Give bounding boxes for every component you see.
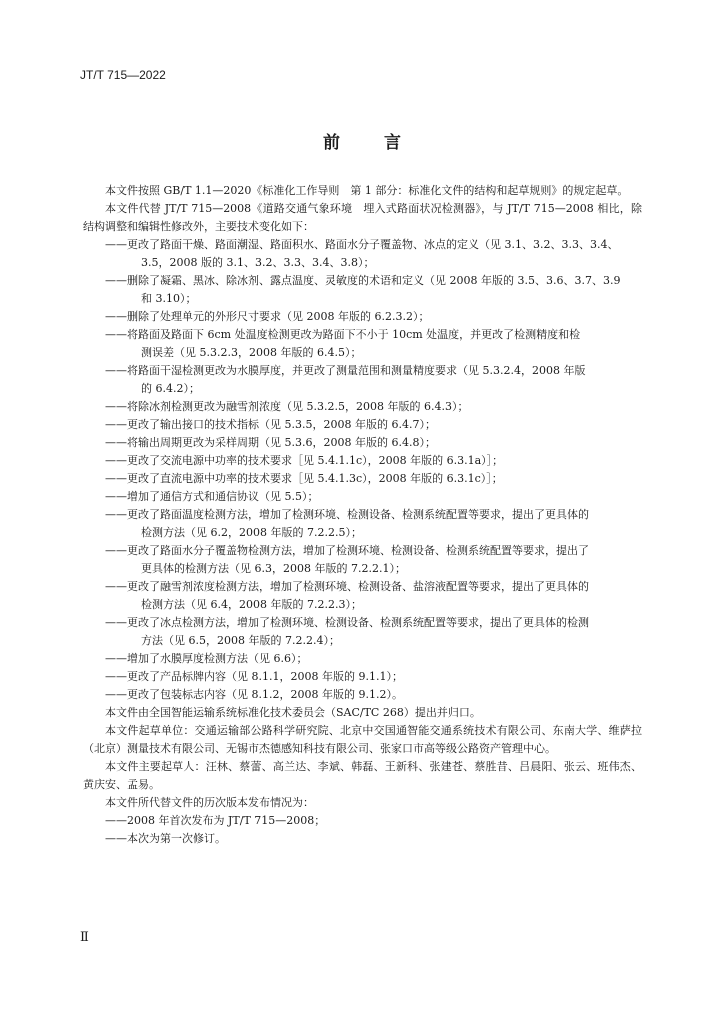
change-item — [83, 416, 642, 434]
change-item — [83, 272, 642, 308]
change-item-text: ——更改了路面温度检测方法，增加了检测环境、检测设备、检测系统配置等要求，提出了更具体的 — [105, 508, 589, 521]
document-code: JT/T 715—2022 — [80, 68, 166, 82]
change-item-text: ——更改了融雪剂浓度检测方法，增加了检测环境、检测设备、盐溶液配置等要求，提出了更具体的 — [105, 580, 589, 593]
change-item — [83, 236, 642, 272]
change-item-text: ——更改了冰点检测方法，增加了检测环境、检测设备、检测系统配置等要求，提出了更具体的检测 — [105, 616, 589, 629]
change-item-continuation: 方法（见 6.5，2008 年版的 7.2.2.4）； — [141, 634, 340, 647]
change-item — [83, 434, 642, 452]
paragraph: 本文件代替 JT/T 715—2008《道路交通气象环境 埋入式路面状况检测器》，与 JT/T 715—2008 相比，除结构调整和编辑性修改外，主要技术变化如下： — [83, 202, 642, 233]
paragraph: 本文件起草单位：交通运输部公路科学研究院、北京中交国通智能交通系统技术有限公司、东南大学、维萨拉（北京）测量技术有限公司、无锡市杰德感知科技有限公司、张家口市高等级公路资产管理中心。 — [83, 724, 642, 755]
page-title — [0, 128, 724, 153]
change-item-continuation: 检测方法（见 6.4，2008 年版的 7.2.2.3）； — [141, 598, 362, 611]
change-item-continuation: 3.5，2008 版的 3.1、3.2、3.3、3.4、3.8）； — [141, 256, 375, 269]
page-number: Ⅱ — [80, 930, 89, 945]
change-item — [83, 614, 642, 650]
change-item — [83, 650, 642, 668]
change-item — [83, 470, 642, 488]
change-item-text: ——更改了输出接口的技术指标（见 5.3.5，2008 年版的 6.4.7）； — [105, 418, 436, 431]
paragraph: 本文件所代替文件的历次版本发布情况为： — [105, 796, 314, 809]
change-item-continuation: 的 6.4.2）； — [141, 382, 200, 395]
change-item — [83, 488, 642, 506]
foreword-body — [83, 182, 642, 848]
paragraph: 本文件主要起草人：汪林、蔡蕾、高兰达、李斌、韩磊、王新科、张建苍、蔡胜昔、吕晨阳、张云、班伟杰、黄庆安、孟易。 — [83, 760, 642, 791]
change-item-text: ——更改了路面干燥、路面潮湿、路面积水、路面水分子覆盖物、冰点的定义（见 3.1、3.2、3.3、3.4、 — [105, 238, 619, 251]
change-item-text: ——删除了凝霜、黑冰、除冰剂、露点温度、灵敏度的术语和定义（见 2008 年版的 3.5、3.6、3.7、3.9 — [105, 274, 621, 287]
change-item-text: ——增加了通信方式和通信协议（见 5.5）； — [105, 490, 319, 503]
change-item-text: ——增加了水膜厚度检测方法（见 6.6）； — [105, 652, 308, 665]
change-item-continuation: 和 3.10）； — [141, 292, 197, 305]
change-item — [83, 668, 642, 686]
history-item: ——2008 年首次发布为 JT/T 715—2008； — [105, 814, 326, 827]
change-item-text: ——更改了产品标牌内容（见 8.1.1，2008 年版的 9.1.1）； — [105, 670, 403, 683]
change-item-text: ——更改了路面水分子覆盖物检测方法，增加了检测环境、检测设备、检测系统配置等要求，提出了 — [105, 544, 589, 557]
paragraph: 本文件由全国智能运输系统标准化技术委员会（SAC/TC 268）提出并归口。 — [105, 706, 481, 719]
change-item — [83, 308, 642, 326]
change-item — [83, 686, 642, 704]
title-char-2: 言 — [384, 133, 401, 153]
change-item-text: ——将输出周期更改为采样周期（见 5.3.6，2008 年版的 6.4.8）； — [105, 436, 436, 449]
change-item-continuation: 测误差（见 5.3.2.3，2008 年版的 6.4.5）； — [141, 346, 362, 359]
change-item — [83, 398, 642, 416]
change-item — [83, 452, 642, 470]
history-item: ——本次为第一次修订。 — [105, 832, 226, 845]
change-item-text: ——将路面干湿检测更改为水膜厚度，并更改了测量范围和测量精度要求（见 5.3.2.4，2008 年版 — [105, 364, 586, 377]
change-item — [83, 506, 642, 542]
change-item-text: ——将除冰剂检测更改为融雪剂浓度（见 5.3.2.5，2008 年版的 6.4.3）； — [105, 400, 469, 413]
change-item-text: ——删除了处理单元的外形尺寸要求（见 2008 年版的 6.2.3.2）； — [105, 310, 430, 323]
change-item-continuation: 检测方法（见 6.2，2008 年版的 7.2.2.5）； — [141, 526, 362, 539]
change-item-continuation: 更具体的检测方法（见 6.3，2008 年版的 7.2.2.1）； — [141, 562, 406, 575]
change-list — [83, 236, 642, 704]
change-item — [83, 326, 642, 362]
change-item-text: ——更改了交流电源中功率的技术要求［见 5.4.1.1c），2008 年版的 6.3.1a）］； — [105, 454, 504, 467]
title-char-1: 前 — [323, 133, 340, 153]
change-item-text: ——将路面及路面下 6cm 处温度检测更改为路面下不小于 10cm 处温度，并更改了检测精度和检 — [105, 328, 581, 341]
paragraph: 本文件按照 GB/T 1.1—2020《标准化工作导则 第 1 部分：标准化文件的结构和起草规则》的规定起草。 — [105, 184, 629, 197]
change-item — [83, 542, 642, 578]
change-item-text: ——更改了直流电源中功率的技术要求［见 5.4.1.3c），2008 年版的 6.3.1c）］； — [105, 472, 503, 485]
change-item-text: ——更改了包装标志内容（见 8.1.2，2008 年版的 9.1.2）。 — [105, 688, 403, 701]
change-item — [83, 578, 642, 614]
change-item — [83, 362, 642, 398]
